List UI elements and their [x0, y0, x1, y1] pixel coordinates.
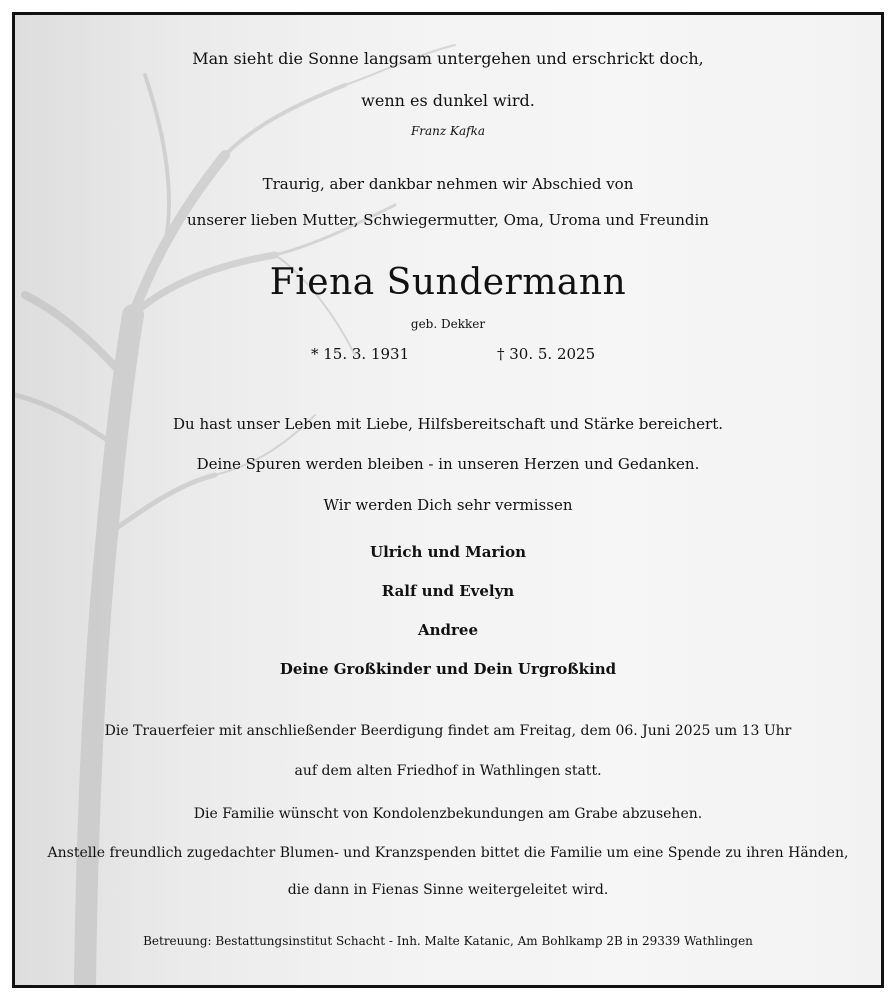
- intro-line-1: Traurig, aber dankbar nehmen wir Abschied von: [262, 175, 634, 193]
- ceremony-line-4: Anstelle freundlich zugedachter Blumen- und Kranzspenden bittet die Familie um eine Spende zu ihren Händen,: [47, 845, 849, 861]
- ceremony-line-2: auf dem alten Friedhof in Wathlingen statt.: [294, 763, 602, 779]
- maiden-name: geb. Dekker: [410, 317, 486, 331]
- message-line-3: Wir werden Dich sehr vermissen: [323, 496, 573, 514]
- undertaker-footer: Betreuung: Bestattungsinstitut Schacht - Inh. Malte Katanic, Am Bohlkamp 2B in 29339 Wathlingen: [143, 934, 753, 948]
- mourner-3: Andree: [417, 621, 479, 639]
- quote-line-2: wenn es dunkel wird.: [361, 91, 535, 110]
- ceremony-line-5: die dann in Fienas Sinne weitergeleitet wird.: [287, 882, 609, 898]
- ceremony-line-3: Die Familie wünscht von Kondolenzbekundungen am Grabe abzusehen.: [193, 806, 703, 822]
- mourner-1: Ulrich und Marion: [370, 543, 526, 561]
- intro-line-2: unserer lieben Mutter, Schwiegermutter, Oma, Uroma und Freundin: [187, 211, 709, 229]
- birth-date: * 15. 3. 1931: [311, 345, 410, 363]
- death-date: † 30. 5. 2025: [497, 345, 596, 363]
- ceremony-line-1: Die Trauerfeier mit anschließender Beerdigung findet am Freitag, dem 06. Juni 2025 um 13 Uhr: [104, 723, 792, 739]
- mourner-2: Ralf und Evelyn: [381, 582, 515, 600]
- quote-line-1: Man sieht die Sonne langsam untergehen und erschrickt doch,: [192, 49, 704, 68]
- deceased-name: Fiena Sundermann: [269, 262, 627, 303]
- message-line-1: Du hast unser Leben mit Liebe, Hilfsbereitschaft und Stärke bereichert.: [173, 415, 723, 433]
- mourner-4: Deine Großkinder und Dein Urgroßkind: [279, 660, 617, 678]
- death-notice: [12, 12, 884, 988]
- quote-author: Franz Kafka: [410, 124, 486, 138]
- message-line-2: Deine Spuren werden bleiben - in unseren Herzen und Gedanken.: [196, 455, 700, 473]
